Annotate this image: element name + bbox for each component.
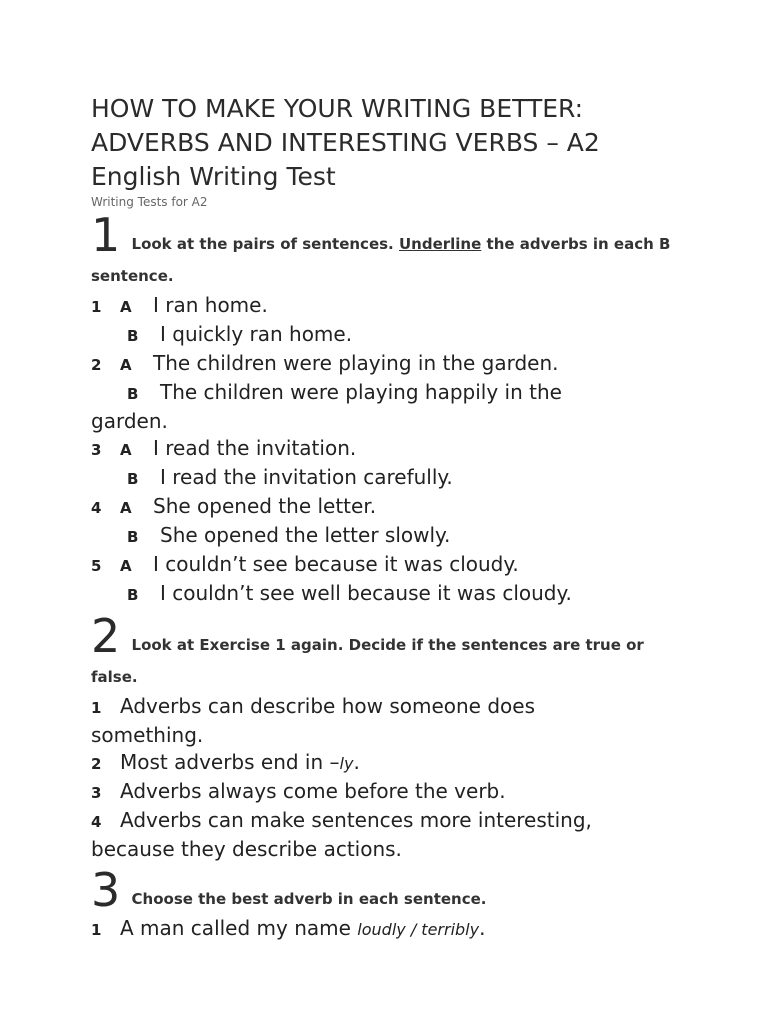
exercise-2-number: 2 <box>91 609 121 663</box>
exercise-3-heading <box>91 863 691 917</box>
exercise-1 <box>91 208 691 609</box>
exercise-1-number: 1 <box>91 208 121 262</box>
ex1-item-4-a: 4 A She opened the letter. <box>91 494 377 518</box>
ex1-item-3-b: B I read the invitation carefully. <box>127 465 453 489</box>
exercise-2 <box>91 609 691 863</box>
exercise-1-heading <box>91 208 691 292</box>
ex3-item-1: 1 A man called my name loudly / terribly. <box>91 916 486 940</box>
ex1-item-3-a: 3 A I read the invitation. <box>91 436 357 460</box>
worksheet-page <box>91 92 691 944</box>
exercise-1-instruction-post: the adverbs in each B sentence. <box>91 235 671 285</box>
exercise-2-instruction: Look at Exercise 1 again. Decide if the sentences are true or false. <box>91 636 644 686</box>
title-line-3: English Writing Test <box>91 162 336 191</box>
page-title <box>91 92 691 194</box>
ex2-item-4-cont: because they describe actions. <box>91 837 402 861</box>
ex2-item-3: 3 Adverbs always come before the verb. <box>91 779 506 803</box>
exercise-2-heading <box>91 609 691 693</box>
exercise-3-number: 3 <box>91 863 121 917</box>
page-subtitle: Writing Tests for A2 <box>91 195 208 209</box>
ex1-item-2-b-cont: garden. <box>91 409 168 433</box>
ex2-item-1-cont: something. <box>91 723 204 747</box>
ex1-item-1-a: 1 A I ran home. <box>91 293 268 317</box>
ex1-item-2-b: B The children were playing happily in the <box>127 380 562 404</box>
ex1-item-4-b: B She opened the letter slowly. <box>127 523 451 547</box>
ex1-item-5-b: B I couldn’t see well because it was cloudy. <box>127 581 572 605</box>
ex1-item-5-a: 5 A I couldn’t see because it was cloudy. <box>91 552 519 576</box>
title-line-1: HOW TO MAKE YOUR WRITING BETTER: <box>91 94 584 123</box>
ex2-item-1: 1 Adverbs can describe how someone does <box>91 694 535 718</box>
exercise-1-instruction-underlined: Underline <box>398 235 482 253</box>
ex2-item-4: 4 Adverbs can make sentences more interesting, <box>91 808 592 832</box>
exercise-1-instruction-pre: Look at the pairs of sentences. <box>131 235 394 253</box>
ex2-item-2: 2 Most adverbs end in –ly. <box>91 750 360 774</box>
title-line-2: ADVERBS AND INTERESTING VERBS – A2 <box>91 128 600 157</box>
ex1-item-1-b: B I quickly ran home. <box>127 322 353 346</box>
exercise-3-instruction: Choose the best adverb in each sentence. <box>131 890 487 908</box>
ex1-item-2-a: 2 A The children were playing in the garden. <box>91 351 559 375</box>
exercise-3 <box>91 863 691 944</box>
